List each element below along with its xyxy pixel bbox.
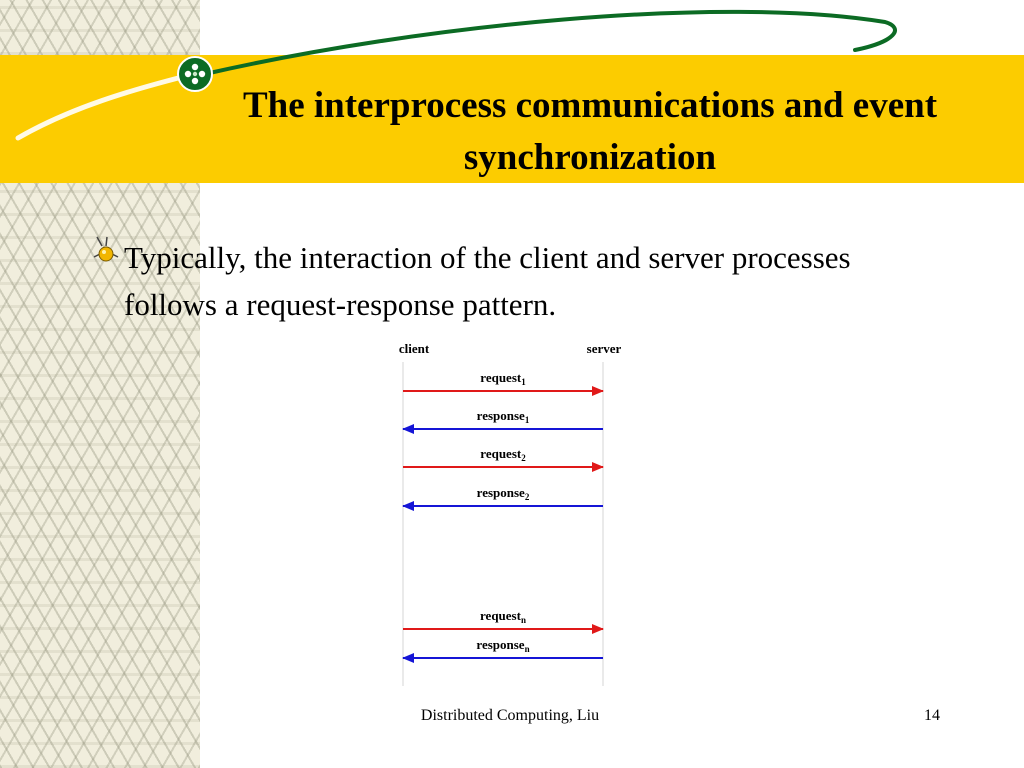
request-2-label: request$_2$ bbox=[480, 446, 526, 463]
page-number: 14 bbox=[924, 707, 940, 724]
request-n-label: request$_n$ bbox=[480, 608, 526, 625]
footer-text: Distributed Computing, Liu bbox=[420, 707, 600, 724]
server-label: server bbox=[586, 341, 622, 356]
request-1-label: request$_1$ bbox=[480, 370, 526, 387]
message-list bbox=[403, 370, 603, 658]
slide-title: The interprocess communications and event synchronization bbox=[242, 85, 938, 178]
response-2-label: response$_2$ bbox=[476, 485, 530, 502]
response-1-label: response$_1$ bbox=[476, 408, 530, 425]
client-label: client bbox=[398, 341, 430, 356]
bullet-text: Typically, the interaction of the client and server processes follows a request-response pattern. bbox=[124, 240, 851, 322]
response-n-label: response$_n$ bbox=[476, 637, 530, 654]
